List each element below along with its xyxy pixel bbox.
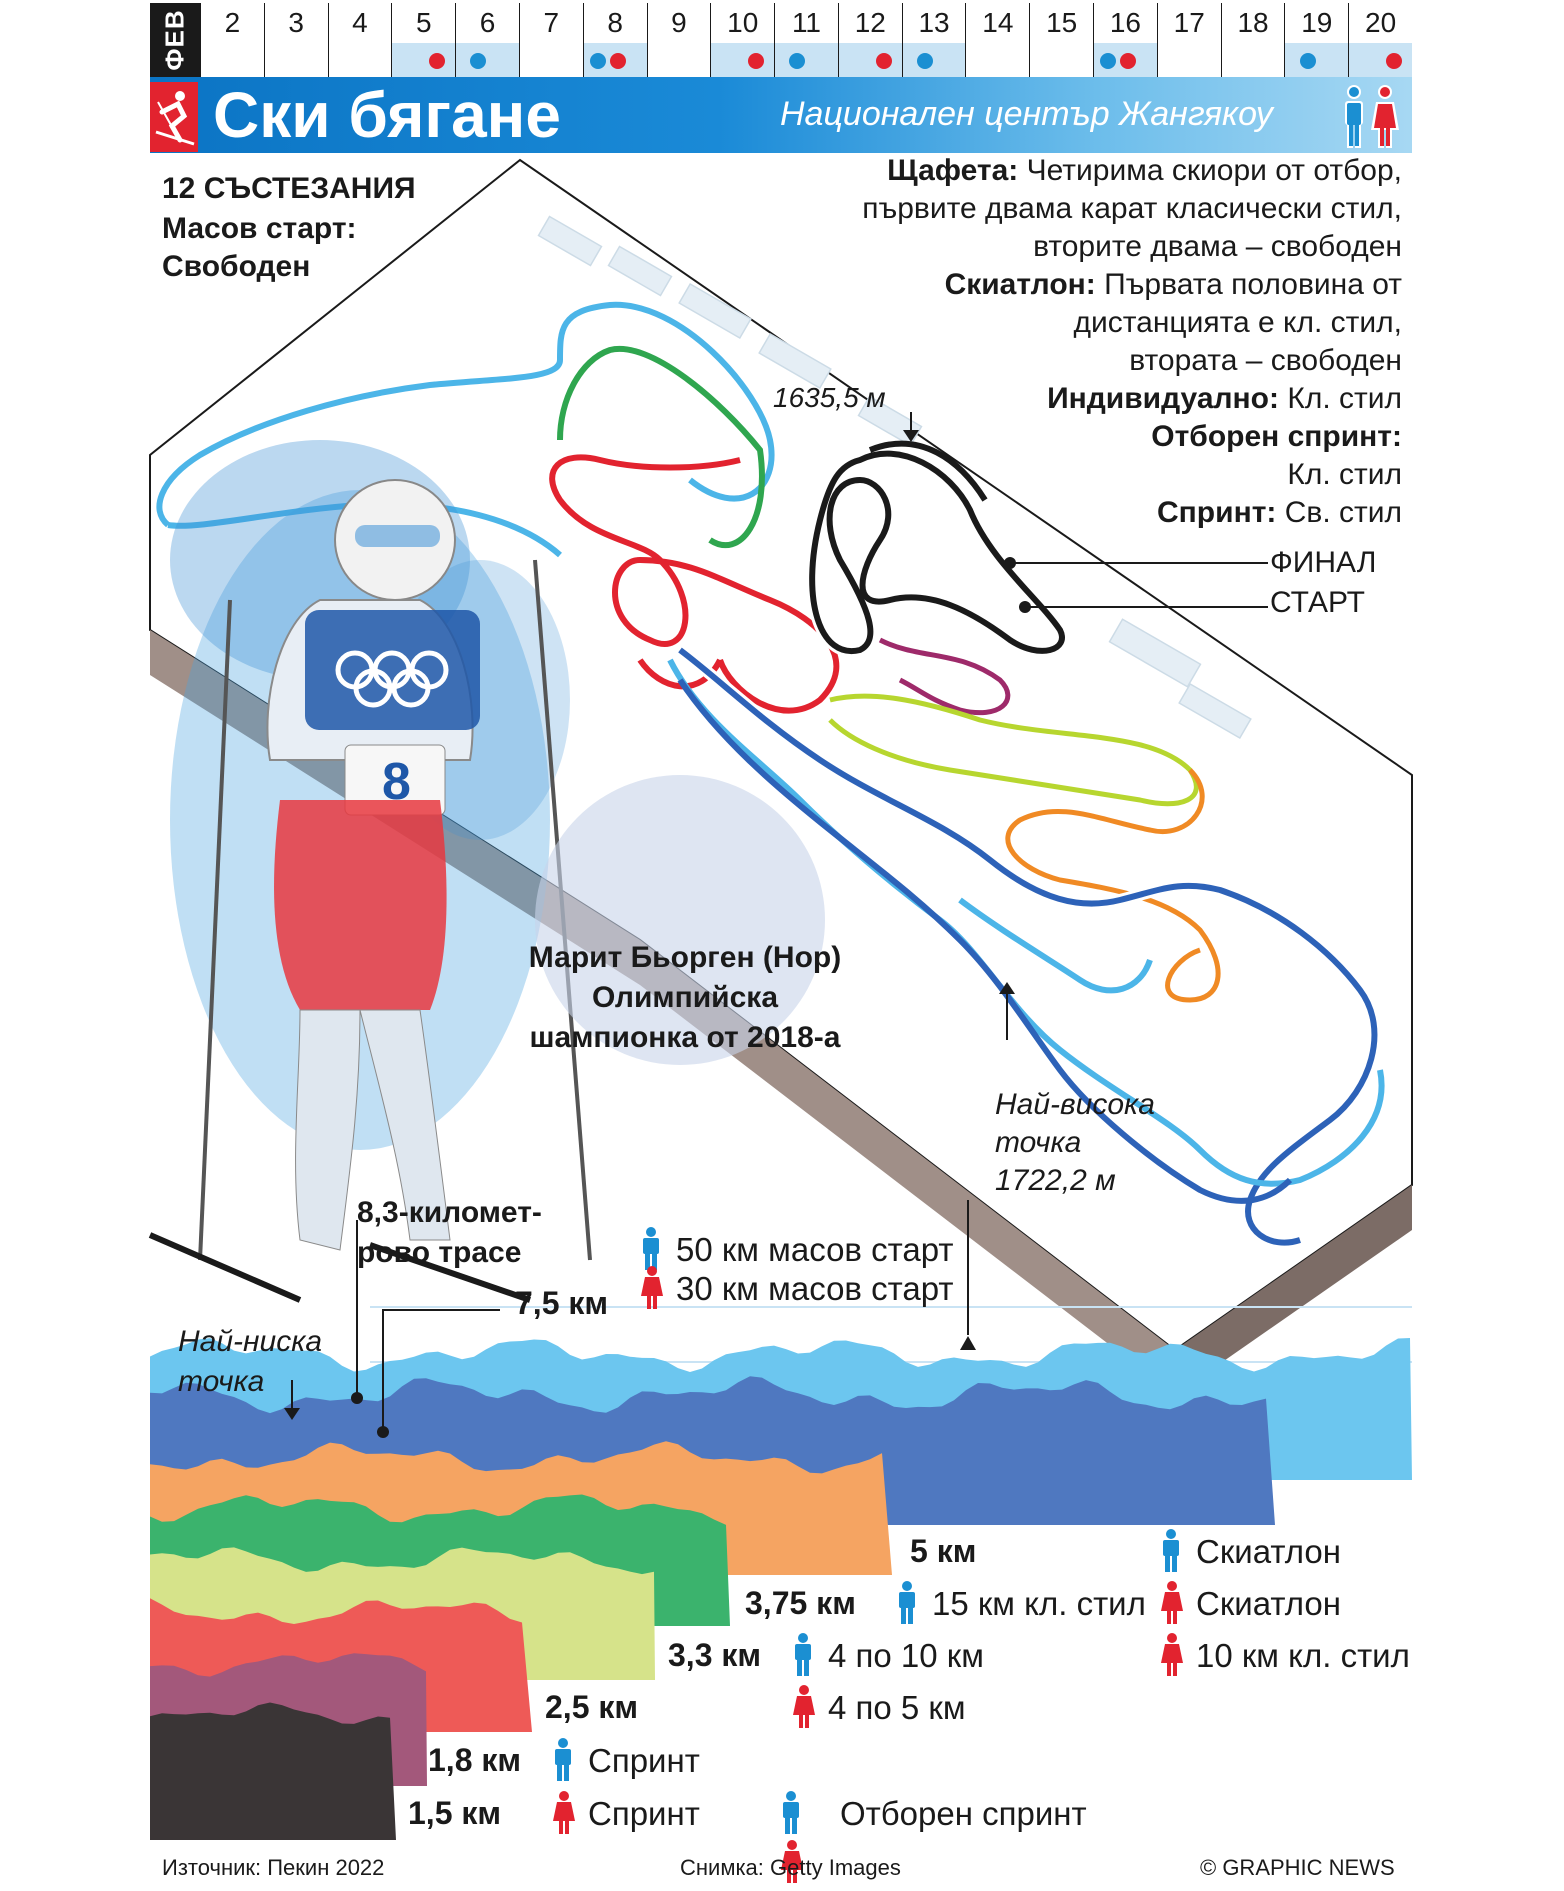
calendar-day-number: 5 xyxy=(415,7,432,38)
race-formats xyxy=(720,152,1402,532)
page-title: Ски бягане xyxy=(213,79,561,151)
calendar-day-number: 20 xyxy=(1365,7,1397,38)
woman-icon xyxy=(552,1791,576,1840)
man-icon xyxy=(552,1738,574,1787)
calendar-day-number: 3 xyxy=(288,7,304,38)
calendar-day-number: 14 xyxy=(982,7,1014,38)
summary-free: Свободен xyxy=(162,250,311,283)
event-50km: 50 км масов старт xyxy=(676,1231,954,1268)
elevation-band-1-5km xyxy=(150,1703,396,1841)
man-icon xyxy=(896,1581,918,1630)
woman-icon xyxy=(1160,1581,1184,1630)
format-skiathlon: Скиатлон: Първата половина от xyxy=(944,268,1402,301)
calendar-day-number: 9 xyxy=(671,7,687,38)
photo-credit: Снимка: Getty Images xyxy=(680,1855,901,1880)
calendar-day-number: 16 xyxy=(1109,7,1142,38)
event-30km: 30 км масов старт xyxy=(676,1270,954,1307)
calendar-day-number: 13 xyxy=(918,7,950,38)
woman-icon xyxy=(640,1266,664,1315)
woman-icon xyxy=(792,1685,816,1734)
km-3-3-label: 3,3 км xyxy=(668,1637,762,1673)
event-sprint-women: Спринт xyxy=(588,1795,700,1832)
calendar-day-number: 2 xyxy=(224,7,241,38)
km-3-75-label: 3,75 км xyxy=(745,1585,856,1621)
athlete-caption: Марит Бьорген (Нор) Олимпийска шампионка от 2018-а xyxy=(528,941,842,1054)
km-2-5-label: 2,5 км xyxy=(545,1689,639,1725)
calendar-day-number: 10 xyxy=(727,7,759,38)
calendar-day-number: 15 xyxy=(1046,7,1078,38)
format-individual: Индивидуално: Кл. стил xyxy=(1047,382,1402,415)
event-skiathlon-women: Скиатлон xyxy=(1196,1585,1341,1622)
event-team-sprint: Отборен спринт xyxy=(840,1795,1087,1832)
event-10km-classic: 10 км кл. стил xyxy=(1196,1637,1410,1674)
format-skiathlon-line2: дистанцията е кл. стил, xyxy=(1073,306,1402,339)
calendar-day-number: 6 xyxy=(479,7,496,38)
km-5-label: 5 км xyxy=(910,1533,977,1569)
km-1-5-label: 1,5 км xyxy=(408,1795,502,1831)
elevation-label: 1635,5 м xyxy=(773,382,886,413)
summary-count: 12 СЪСТЕЗАНИЯ xyxy=(162,172,416,205)
lowest-point-label: Най-ниска точка xyxy=(178,1325,323,1398)
event-relay-men: 4 по 10 км xyxy=(828,1637,984,1674)
event-skiathlon-men: Скиатлон xyxy=(1196,1533,1341,1570)
format-relay-line2: първите двама карат класически стил, xyxy=(862,192,1402,225)
course-length-label: 8,3-километ- рово трасе xyxy=(357,1196,542,1269)
event-relay-women: 4 по 5 км xyxy=(828,1689,966,1726)
event-sprint-men: Спринт xyxy=(588,1742,700,1779)
km-1-8-label: 1,8 км xyxy=(428,1742,522,1778)
calendar-day-number: 4 xyxy=(352,7,368,38)
start-label: СТАРТ xyxy=(1270,586,1365,619)
publisher-credit: © GRAPHIC NEWS xyxy=(1200,1855,1395,1880)
venue-name: Национален център Жангякоу xyxy=(780,95,1273,133)
calendar-day-number: 12 xyxy=(854,7,886,38)
athlete-bib: 8 xyxy=(382,753,411,811)
source-credit: Източник: Пекин 2022 xyxy=(162,1855,385,1880)
man-icon xyxy=(792,1633,814,1682)
format-skiathlon-line3: втората – свободен xyxy=(1129,344,1402,377)
highest-point-label: Най-висока точка 1722,2 м xyxy=(995,1088,1155,1197)
calendar-day-number: 7 xyxy=(543,7,560,38)
month-label: ФЕВ xyxy=(159,9,190,71)
format-relay: Щафета: Четирима скиори от отбор, xyxy=(887,154,1402,187)
finish-label: ФИНАЛ xyxy=(1270,546,1377,579)
calendar-day-number: 8 xyxy=(607,7,623,38)
man-icon xyxy=(1160,1529,1182,1578)
summary-mass-start: Масов старт: xyxy=(162,212,357,245)
format-team-sprint: Отборен спринт: xyxy=(1151,420,1402,453)
calendar-day-number: 19 xyxy=(1301,7,1333,38)
woman-icon xyxy=(1160,1633,1184,1682)
event-15km-classic: 15 км кл. стил xyxy=(932,1585,1146,1622)
format-team-sprint-line2: Кл. стил xyxy=(1287,458,1402,491)
format-sprint: Спринт: Св. стил xyxy=(1157,496,1402,529)
calendar-day-number: 11 xyxy=(791,7,822,38)
calendar-day-number: 17 xyxy=(1173,7,1205,38)
calendar-day-number: 18 xyxy=(1237,7,1269,38)
format-relay-line3: вторите двама – свободен xyxy=(1033,230,1402,263)
km-7-5-label: 7,5 км xyxy=(515,1285,609,1321)
